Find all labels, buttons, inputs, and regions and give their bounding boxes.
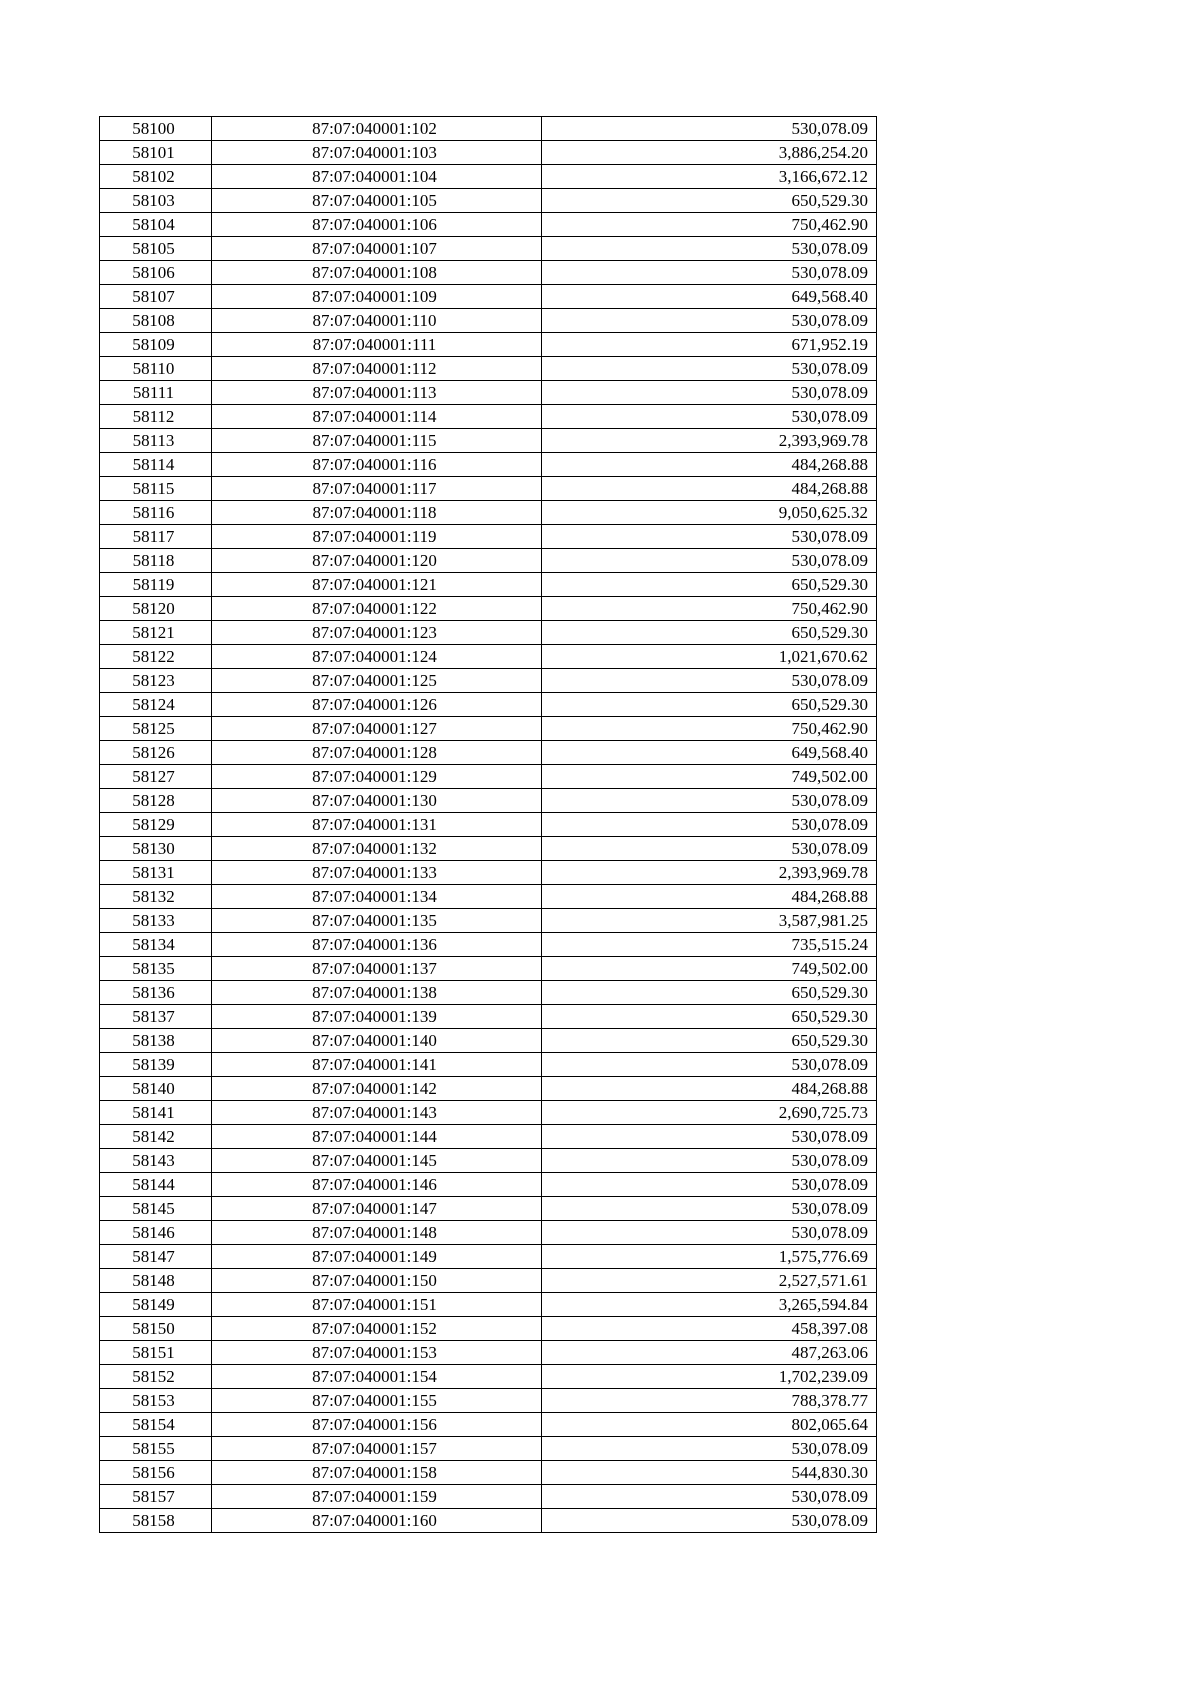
table-row: [100, 765, 877, 789]
cadastral-number-cell: 87:07:040001:115: [212, 429, 542, 453]
value-cell: 1,702,239.09: [542, 1365, 877, 1389]
table-row: [100, 885, 877, 909]
cadastral-number-cell: 87:07:040001:154: [212, 1365, 542, 1389]
row-number-cell: 58138: [100, 1029, 212, 1053]
row-number-cell: 58157: [100, 1485, 212, 1509]
value-cell: 650,529.30: [542, 621, 877, 645]
cadastral-number-cell: 87:07:040001:111: [212, 333, 542, 357]
table-row: [100, 1269, 877, 1293]
value-cell: 750,462.90: [542, 717, 877, 741]
cadastral-number-cell: 87:07:040001:142: [212, 1077, 542, 1101]
value-cell: 3,265,594.84: [542, 1293, 877, 1317]
value-cell: 530,078.09: [542, 1149, 877, 1173]
cadastral-number-cell: 87:07:040001:149: [212, 1245, 542, 1269]
cadastral-number-cell: 87:07:040001:147: [212, 1197, 542, 1221]
table-row: [100, 1221, 877, 1245]
table-row: [100, 213, 877, 237]
value-cell: 671,952.19: [542, 333, 877, 357]
table-row: [100, 333, 877, 357]
value-cell: 530,078.09: [542, 357, 877, 381]
row-number-cell: 58102: [100, 165, 212, 189]
table-row: [100, 1101, 877, 1125]
table-row: [100, 1077, 877, 1101]
table-row: [100, 1485, 877, 1509]
table-row: [100, 789, 877, 813]
table-row: [100, 165, 877, 189]
cadastral-number-cell: 87:07:040001:134: [212, 885, 542, 909]
table-row: [100, 549, 877, 573]
table-row: [100, 453, 877, 477]
row-number-cell: 58137: [100, 1005, 212, 1029]
row-number-cell: 58127: [100, 765, 212, 789]
row-number-cell: 58115: [100, 477, 212, 501]
value-cell: 530,078.09: [542, 117, 877, 141]
row-number-cell: 58145: [100, 1197, 212, 1221]
table-row: [100, 285, 877, 309]
table-row: [100, 573, 877, 597]
row-number-cell: 58142: [100, 1125, 212, 1149]
value-cell: 3,886,254.20: [542, 141, 877, 165]
value-cell: 1,575,776.69: [542, 1245, 877, 1269]
table-row: [100, 645, 877, 669]
table-row: [100, 669, 877, 693]
value-cell: 788,378.77: [542, 1389, 877, 1413]
row-number-cell: 58118: [100, 549, 212, 573]
value-cell: 750,462.90: [542, 597, 877, 621]
cadastral-number-cell: 87:07:040001:144: [212, 1125, 542, 1149]
row-number-cell: 58150: [100, 1317, 212, 1341]
value-cell: 735,515.24: [542, 933, 877, 957]
value-cell: 749,502.00: [542, 957, 877, 981]
cadastral-number-cell: 87:07:040001:123: [212, 621, 542, 645]
cadastral-number-cell: 87:07:040001:141: [212, 1053, 542, 1077]
cadastral-number-cell: 87:07:040001:157: [212, 1437, 542, 1461]
cadastral-number-cell: 87:07:040001:108: [212, 261, 542, 285]
value-cell: 530,078.09: [542, 1221, 877, 1245]
cadastral-number-cell: 87:07:040001:114: [212, 405, 542, 429]
table-row: [100, 1509, 877, 1533]
table-row: [100, 381, 877, 405]
row-number-cell: 58125: [100, 717, 212, 741]
cadastral-number-cell: 87:07:040001:117: [212, 477, 542, 501]
row-number-cell: 58132: [100, 885, 212, 909]
row-number-cell: 58111: [100, 381, 212, 405]
cadastral-number-cell: 87:07:040001:119: [212, 525, 542, 549]
value-cell: 1,021,670.62: [542, 645, 877, 669]
cadastral-number-cell: 87:07:040001:150: [212, 1269, 542, 1293]
value-cell: 530,078.09: [542, 813, 877, 837]
table-row: [100, 813, 877, 837]
table-row: [100, 981, 877, 1005]
cadastral-number-cell: 87:07:040001:159: [212, 1485, 542, 1509]
table-row: [100, 1245, 877, 1269]
cadastral-number-cell: 87:07:040001:132: [212, 837, 542, 861]
row-number-cell: 58155: [100, 1437, 212, 1461]
cadastral-number-cell: 87:07:040001:104: [212, 165, 542, 189]
cadastral-number-cell: 87:07:040001:106: [212, 213, 542, 237]
value-cell: 2,393,969.78: [542, 861, 877, 885]
value-cell: 530,078.09: [542, 1053, 877, 1077]
row-number-cell: 58133: [100, 909, 212, 933]
value-cell: 530,078.09: [542, 381, 877, 405]
table-row: [100, 1437, 877, 1461]
table-row: [100, 1461, 877, 1485]
row-number-cell: 58110: [100, 357, 212, 381]
value-cell: 9,050,625.32: [542, 501, 877, 525]
table-row: [100, 405, 877, 429]
cadastral-number-cell: 87:07:040001:126: [212, 693, 542, 717]
table-row: [100, 117, 877, 141]
cadastral-number-cell: 87:07:040001:160: [212, 1509, 542, 1533]
cadastral-number-cell: 87:07:040001:156: [212, 1413, 542, 1437]
cadastral-number-cell: 87:07:040001:133: [212, 861, 542, 885]
value-cell: 749,502.00: [542, 765, 877, 789]
value-cell: 2,690,725.73: [542, 1101, 877, 1125]
row-number-cell: 58143: [100, 1149, 212, 1173]
row-number-cell: 58141: [100, 1101, 212, 1125]
row-number-cell: 58112: [100, 405, 212, 429]
table-row: [100, 1149, 877, 1173]
row-number-cell: 58104: [100, 213, 212, 237]
table-row: [100, 1341, 877, 1365]
table-row: [100, 309, 877, 333]
value-cell: 530,078.09: [542, 1485, 877, 1509]
value-cell: 650,529.30: [542, 1029, 877, 1053]
row-number-cell: 58119: [100, 573, 212, 597]
cadastral-value-table: [99, 116, 877, 1533]
table-row: [100, 477, 877, 501]
value-cell: 650,529.30: [542, 189, 877, 213]
table-row: [100, 957, 877, 981]
row-number-cell: 58103: [100, 189, 212, 213]
value-cell: 3,587,981.25: [542, 909, 877, 933]
table-row: [100, 357, 877, 381]
value-cell: 3,166,672.12: [542, 165, 877, 189]
row-number-cell: 58122: [100, 645, 212, 669]
value-cell: 458,397.08: [542, 1317, 877, 1341]
cadastral-number-cell: 87:07:040001:138: [212, 981, 542, 1005]
table-body: [100, 117, 877, 1533]
row-number-cell: 58124: [100, 693, 212, 717]
cadastral-number-cell: 87:07:040001:148: [212, 1221, 542, 1245]
value-cell: 530,078.09: [542, 261, 877, 285]
row-number-cell: 58140: [100, 1077, 212, 1101]
row-number-cell: 58120: [100, 597, 212, 621]
cadastral-number-cell: 87:07:040001:107: [212, 237, 542, 261]
value-cell: 530,078.09: [542, 789, 877, 813]
cadastral-number-cell: 87:07:040001:124: [212, 645, 542, 669]
row-number-cell: 58113: [100, 429, 212, 453]
table-row: [100, 1413, 877, 1437]
table-row: [100, 717, 877, 741]
table-row: [100, 1173, 877, 1197]
cadastral-number-cell: 87:07:040001:120: [212, 549, 542, 573]
row-number-cell: 58131: [100, 861, 212, 885]
value-cell: 2,527,571.61: [542, 1269, 877, 1293]
value-cell: 530,078.09: [542, 669, 877, 693]
table-row: [100, 1125, 877, 1149]
value-cell: 649,568.40: [542, 741, 877, 765]
value-cell: 530,078.09: [542, 405, 877, 429]
cadastral-number-cell: 87:07:040001:151: [212, 1293, 542, 1317]
row-number-cell: 58154: [100, 1413, 212, 1437]
value-cell: 650,529.30: [542, 1005, 877, 1029]
cadastral-number-cell: 87:07:040001:122: [212, 597, 542, 621]
cadastral-number-cell: 87:07:040001:127: [212, 717, 542, 741]
value-cell: 484,268.88: [542, 477, 877, 501]
cadastral-number-cell: 87:07:040001:110: [212, 309, 542, 333]
cadastral-number-cell: 87:07:040001:121: [212, 573, 542, 597]
cadastral-number-cell: 87:07:040001:152: [212, 1317, 542, 1341]
row-number-cell: 58156: [100, 1461, 212, 1485]
cadastral-number-cell: 87:07:040001:143: [212, 1101, 542, 1125]
table-row: [100, 1197, 877, 1221]
value-cell: 530,078.09: [542, 237, 877, 261]
row-number-cell: 58128: [100, 789, 212, 813]
value-cell: 530,078.09: [542, 1173, 877, 1197]
row-number-cell: 58116: [100, 501, 212, 525]
cadastral-number-cell: 87:07:040001:155: [212, 1389, 542, 1413]
cadastral-number-cell: 87:07:040001:135: [212, 909, 542, 933]
table-row: [100, 693, 877, 717]
table-row: [100, 1053, 877, 1077]
cadastral-number-cell: 87:07:040001:129: [212, 765, 542, 789]
value-cell: 484,268.88: [542, 453, 877, 477]
row-number-cell: 58148: [100, 1269, 212, 1293]
value-cell: 650,529.30: [542, 573, 877, 597]
value-cell: 802,065.64: [542, 1413, 877, 1437]
row-number-cell: 58135: [100, 957, 212, 981]
cadastral-number-cell: 87:07:040001:118: [212, 501, 542, 525]
row-number-cell: 58146: [100, 1221, 212, 1245]
cadastral-number-cell: 87:07:040001:103: [212, 141, 542, 165]
row-number-cell: 58130: [100, 837, 212, 861]
row-number-cell: 58134: [100, 933, 212, 957]
cadastral-number-cell: 87:07:040001:137: [212, 957, 542, 981]
table-row: [100, 933, 877, 957]
value-cell: 530,078.09: [542, 525, 877, 549]
value-cell: 484,268.88: [542, 885, 877, 909]
row-number-cell: 58147: [100, 1245, 212, 1269]
cadastral-number-cell: 87:07:040001:139: [212, 1005, 542, 1029]
row-number-cell: 58139: [100, 1053, 212, 1077]
table-row: [100, 237, 877, 261]
table-row: [100, 1029, 877, 1053]
value-cell: 484,268.88: [542, 1077, 877, 1101]
row-number-cell: 58153: [100, 1389, 212, 1413]
table-row: [100, 861, 877, 885]
value-cell: 530,078.09: [542, 1125, 877, 1149]
table-row: [100, 1317, 877, 1341]
cadastral-number-cell: 87:07:040001:146: [212, 1173, 542, 1197]
row-number-cell: 58114: [100, 453, 212, 477]
table-row: [100, 429, 877, 453]
table-row: [100, 597, 877, 621]
table-row: [100, 525, 877, 549]
row-number-cell: 58152: [100, 1365, 212, 1389]
row-number-cell: 58100: [100, 117, 212, 141]
value-cell: 530,078.09: [542, 837, 877, 861]
row-number-cell: 58117: [100, 525, 212, 549]
table-row: [100, 1005, 877, 1029]
row-number-cell: 58105: [100, 237, 212, 261]
value-cell: 530,078.09: [542, 309, 877, 333]
row-number-cell: 58136: [100, 981, 212, 1005]
value-cell: 530,078.09: [542, 1437, 877, 1461]
row-number-cell: 58107: [100, 285, 212, 309]
value-cell: 650,529.30: [542, 981, 877, 1005]
row-number-cell: 58106: [100, 261, 212, 285]
table-row: [100, 501, 877, 525]
cadastral-number-cell: 87:07:040001:131: [212, 813, 542, 837]
value-cell: 750,462.90: [542, 213, 877, 237]
cadastral-number-cell: 87:07:040001:145: [212, 1149, 542, 1173]
value-cell: 530,078.09: [542, 1509, 877, 1533]
cadastral-number-cell: 87:07:040001:113: [212, 381, 542, 405]
cadastral-number-cell: 87:07:040001:153: [212, 1341, 542, 1365]
row-number-cell: 58149: [100, 1293, 212, 1317]
value-cell: 2,393,969.78: [542, 429, 877, 453]
row-number-cell: 58158: [100, 1509, 212, 1533]
row-number-cell: 58121: [100, 621, 212, 645]
value-cell: 650,529.30: [542, 693, 877, 717]
row-number-cell: 58109: [100, 333, 212, 357]
table-row: [100, 909, 877, 933]
cadastral-number-cell: 87:07:040001:125: [212, 669, 542, 693]
row-number-cell: 58101: [100, 141, 212, 165]
row-number-cell: 58123: [100, 669, 212, 693]
cadastral-number-cell: 87:07:040001:128: [212, 741, 542, 765]
cadastral-number-cell: 87:07:040001:105: [212, 189, 542, 213]
table-row: [100, 1389, 877, 1413]
table-row: [100, 141, 877, 165]
row-number-cell: 58126: [100, 741, 212, 765]
row-number-cell: 58108: [100, 309, 212, 333]
value-cell: 649,568.40: [542, 285, 877, 309]
table-row: [100, 621, 877, 645]
row-number-cell: 58151: [100, 1341, 212, 1365]
table-row: [100, 261, 877, 285]
cadastral-number-cell: 87:07:040001:102: [212, 117, 542, 141]
table-row: [100, 837, 877, 861]
row-number-cell: 58144: [100, 1173, 212, 1197]
row-number-cell: 58129: [100, 813, 212, 837]
value-cell: 530,078.09: [542, 1197, 877, 1221]
cadastral-number-cell: 87:07:040001:116: [212, 453, 542, 477]
table-row: [100, 1365, 877, 1389]
cadastral-number-cell: 87:07:040001:136: [212, 933, 542, 957]
cadastral-number-cell: 87:07:040001:130: [212, 789, 542, 813]
table-row: [100, 741, 877, 765]
cadastral-number-cell: 87:07:040001:158: [212, 1461, 542, 1485]
table-row: [100, 189, 877, 213]
cadastral-number-cell: 87:07:040001:140: [212, 1029, 542, 1053]
value-cell: 530,078.09: [542, 549, 877, 573]
table-row: [100, 1293, 877, 1317]
cadastral-number-cell: 87:07:040001:112: [212, 357, 542, 381]
value-cell: 487,263.06: [542, 1341, 877, 1365]
cadastral-number-cell: 87:07:040001:109: [212, 285, 542, 309]
value-cell: 544,830.30: [542, 1461, 877, 1485]
